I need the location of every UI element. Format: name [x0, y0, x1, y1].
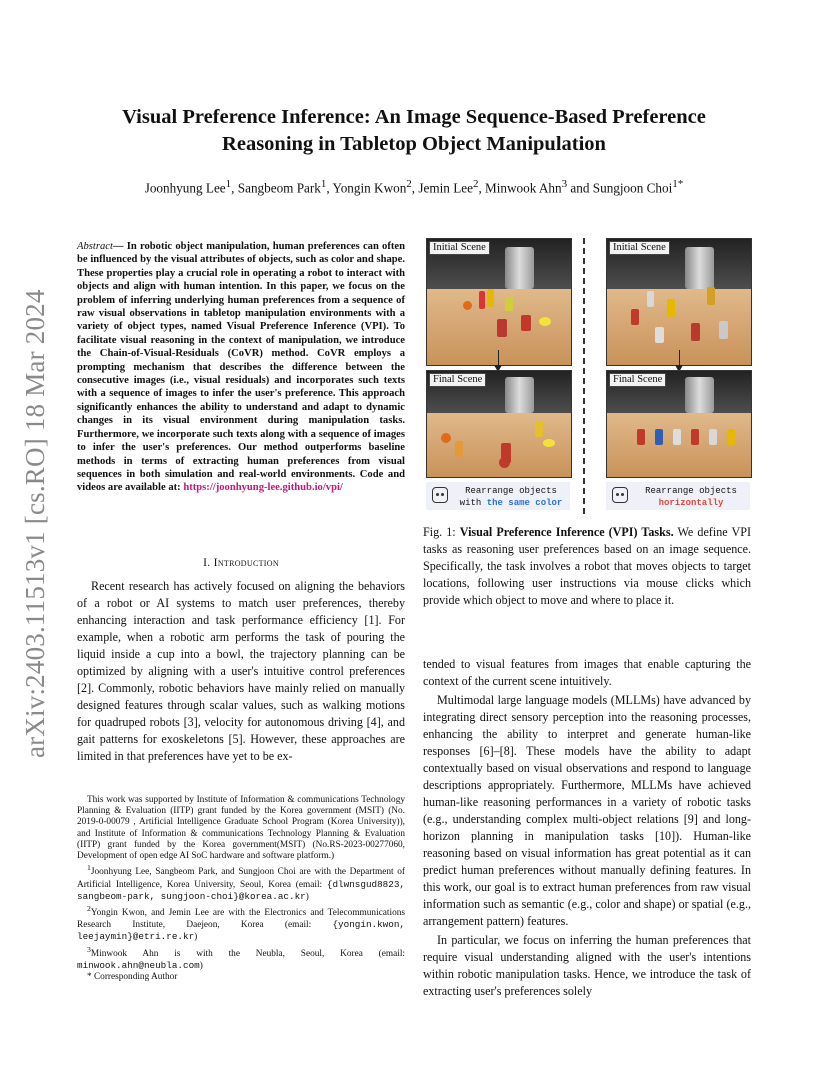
section-title: Introduction — [213, 556, 279, 569]
instruction-box-left — [426, 482, 570, 510]
scene-object — [719, 321, 728, 339]
paragraph: tended to visual features from images that enable capturing the context of the current scene intuitively. — [423, 657, 751, 688]
abstract-text: In robotic object manipulation, human preferences can often be influenced by the visual attributes of objects, such as color and shape. These properties play a crucial role in operating a robot to interact with objects and align with human intention. In this paper, we focus on the problem of inferring underlying human preferences from a sequence of raw visual observations in tabletop manipulation environments with a variety of object types, named Visual Preference Inference (VPI). To facilitate visual reasoning in the context of manipulation, we introduce the Chain-of-Visual-Residuals (CoVR) method. CoVR employs a prompting mechanism that describes the difference between the consecutive images (i.e., visual residuals) and incorporates such texts with a sequence of images to infer the user's preference. This approach significantly enhances the ability to understand and adapt to dynamic changes in its visual environment during manipulation tasks. Furthermore, we incorporate such texts along with a sequence of images to infer the user's preferences. Our method outperforms baseline methods in terms of extracting human preferences from visual sequences in both simulation and real-world environments. Code and videos are available at: — [77, 241, 405, 494]
title-line-1: Visual Preference Inference: An Image Sequence-Based Preference — [122, 106, 706, 128]
affiliation-mark: 2 — [406, 178, 412, 190]
author-name: Minwook Ahn — [485, 180, 562, 196]
section-number: I. — [203, 556, 214, 569]
separator: , — [411, 180, 419, 196]
email-address: minwook.ahn@neubla.com — [77, 959, 200, 971]
separator: , — [326, 180, 333, 196]
affiliation-mark: 1 — [225, 178, 232, 190]
instruction-highlight: the same color — [486, 498, 563, 508]
footnote-mark: 3 — [87, 944, 91, 954]
scene-object — [463, 301, 472, 310]
project-link[interactable]: https://joonhyung-lee.github.io/vpi/ — [183, 482, 343, 494]
scene-object — [455, 441, 463, 457]
scene-label: Final Scene — [429, 373, 486, 387]
affiliation-mark: 3 — [561, 178, 568, 190]
author-name: Sungjoon Choi — [592, 180, 673, 196]
footnote-text: Joonhyung Lee, Sangbeom Park, and Sungjoon Choi are with the Department of Artificial Intelligence, Korea University, Seoul, Korea (email: — [77, 867, 405, 890]
instruction-line: with — [459, 498, 487, 508]
scene-object — [499, 457, 510, 468]
footnote-text: Minwook Ahn is with the Neubla, Seoul, Korea (email: — [90, 948, 405, 959]
footnote-mark: 1 — [87, 863, 91, 873]
scene-label: Initial Scene — [609, 241, 670, 255]
section-heading — [77, 556, 405, 569]
footnote-text: ) — [305, 891, 309, 902]
instruction-text — [456, 485, 566, 509]
scene-object — [521, 315, 531, 331]
robot-arm — [685, 247, 714, 290]
final-scene-photo-right — [606, 370, 752, 478]
caption-text: We define VPI tasks as reasoning user preferences based on an image sequence. Specifically, the task involves a robot that moves objects to target locations, following user instructions via mouse clicks which provide which object to move and where to place it. — [423, 525, 751, 607]
affiliation-mark: 1 — [320, 178, 327, 190]
figure-divider — [583, 238, 585, 514]
email-address: {dlwnsgud8823, sangbeom-park, sungjoon-choi}@korea.ac.kr — [77, 878, 405, 902]
final-scene-photo-left — [426, 370, 572, 478]
caption-label: Fig. 1: — [423, 525, 460, 539]
footnote-text: Yongin Kwon, and Jemin Lee are with the Electronics and Telecommunications Research Institute, Daejeon, Korea (email: — [77, 908, 405, 931]
scene-object — [543, 439, 555, 447]
scene-object — [497, 319, 507, 337]
scene-object — [727, 429, 735, 445]
scene-object — [637, 429, 645, 445]
scene-object — [487, 289, 494, 307]
scene-object — [673, 429, 681, 445]
scene-object — [441, 433, 451, 443]
scene-object — [707, 287, 715, 305]
instruction-text — [636, 485, 746, 509]
scene-label: Initial Scene — [429, 241, 490, 255]
scene-object — [655, 327, 664, 343]
initial-scene-photo-left — [426, 238, 572, 366]
scene-table — [607, 413, 751, 477]
funding-footnote: This work was supported by Institute of Information & communications Technology Planning & Evaluation (IITP) grant funded by the Korea government (MSIT) (No. 2019-0-00079 , Artificial Intelligence Graduate School Program (Korea University)), and Institute of Information & communications Technology Planning & Evaluation (IITP) grant funded by the Korea government(MSIT) (No.RS-2023-00277060, Development of open edge AI SoC hardware and software platform.) — [77, 795, 405, 862]
scene-object — [631, 309, 639, 325]
robot-icon — [432, 487, 448, 503]
paragraph: Recent research has actively focused on aligning the behaviors of a robot or AI systems to match user preferences, thereby enhancing interaction and task performance efficiency [1]. For example, when a robotic arm performs the task of pouring the liquid inside a cup into a bowl, the trajectory planning can be optimized by aligning with a user's intuitive control preferences [2]. Commonly, robotic behaviors have mainly relied on manually designed features through scalar values, such as walking motions for quadruped robots [3], velocity for autonomous driving [4], and gait patterns for exoskeletons [5]. However, these approaches are limited in that preferences have yet to be ex- — [77, 579, 405, 763]
paragraph: In particular, we focus on inferring the human preferences that require visual understanding aligned with the user's intentions within robotic manipulation tasks. Hence, we introduce the task of extracting user's preferences solely — [423, 933, 751, 998]
footnote-text: ) — [194, 932, 198, 943]
affiliation-mark: 1* — [672, 178, 684, 190]
initial-scene-photo-right — [606, 238, 752, 366]
scene-object — [647, 291, 654, 307]
scene-object — [667, 299, 675, 317]
separator: , — [231, 180, 238, 196]
caption-title: Visual Preference Inference (VPI) Tasks. — [459, 525, 674, 539]
scene-object — [535, 421, 543, 437]
abstract-dash: — — [112, 241, 127, 252]
scene-object — [655, 429, 663, 445]
down-arrow-icon — [679, 350, 680, 366]
right-column-text — [423, 656, 751, 1000]
paragraph: Multimodal large language models (MLLMs) have advanced by integrating direct sensory perception into the reasoning processes, enhancing the ability to interpret and generate human-like responses [6]–[8]. These models have the ability to adapt contextually based on visual observations and respond to language descriptions appropriately. Furthermore, MLLMs have achieved human-like reasoning performances in a variety of robotic tasks (e.g., understanding complex multi-object relations [9] and long-horizon planning in manipulation tasks [10]). Human-like reasoning based on visual information has great potential as it can predict human preferences without manually defining features. In this work, our goal is to extract human preferences from raw visual information such as semantic (e.g., color and shape) or spatial (e.g., arrangement pattern) features. — [423, 693, 751, 928]
separator: and — [567, 180, 593, 196]
footnote-text: ) — [199, 960, 203, 971]
affiliation-mark: 2 — [472, 178, 479, 190]
abstract — [77, 240, 405, 495]
title-line-2: Reasoning in Tabletop Object Manipulation — [222, 133, 606, 155]
robot-arm — [505, 377, 534, 413]
separator: , — [478, 180, 486, 196]
footnote-mark: 2 — [87, 903, 91, 913]
corresponding-author-note: * Corresponding Author — [87, 972, 178, 983]
instruction-highlight: horizontally — [658, 498, 724, 508]
arxiv-identifier: arXiv:2403.11513v1 [cs.RO] 18 Mar 2024 — [20, 289, 50, 758]
affiliation-footnote — [77, 862, 405, 903]
instruction-box-right — [606, 482, 750, 510]
author-name: Jemin Lee — [418, 180, 473, 196]
instruction-line: Rearrange objects — [465, 486, 557, 496]
figure-caption — [423, 524, 751, 609]
scene-object — [505, 297, 513, 311]
scene-object — [479, 291, 485, 309]
scene-label: Final Scene — [609, 373, 666, 387]
scene-object — [691, 323, 700, 341]
affiliation-footnote — [77, 903, 405, 944]
author-name: Sangbeom Park — [237, 180, 321, 196]
scene-object — [709, 429, 717, 445]
scene-object — [539, 317, 551, 326]
footnotes — [77, 795, 405, 983]
author-name: Joonhyung Lee — [144, 180, 226, 196]
author-list — [60, 178, 768, 196]
down-arrow-icon — [498, 350, 499, 366]
scene-object — [691, 429, 699, 445]
paper-title — [60, 104, 768, 158]
robot-icon — [612, 487, 628, 503]
affiliation-footnote — [77, 944, 405, 973]
abstract-label: Abstract — [77, 241, 113, 252]
introduction-text — [77, 578, 405, 765]
instruction-line: Rearrange objects — [645, 486, 737, 496]
author-name: Yongin Kwon — [332, 180, 407, 196]
robot-arm — [685, 377, 714, 413]
robot-arm — [505, 247, 534, 290]
email-address: {yongin.kwon, leejaymin}@etri.re.kr — [77, 919, 405, 943]
